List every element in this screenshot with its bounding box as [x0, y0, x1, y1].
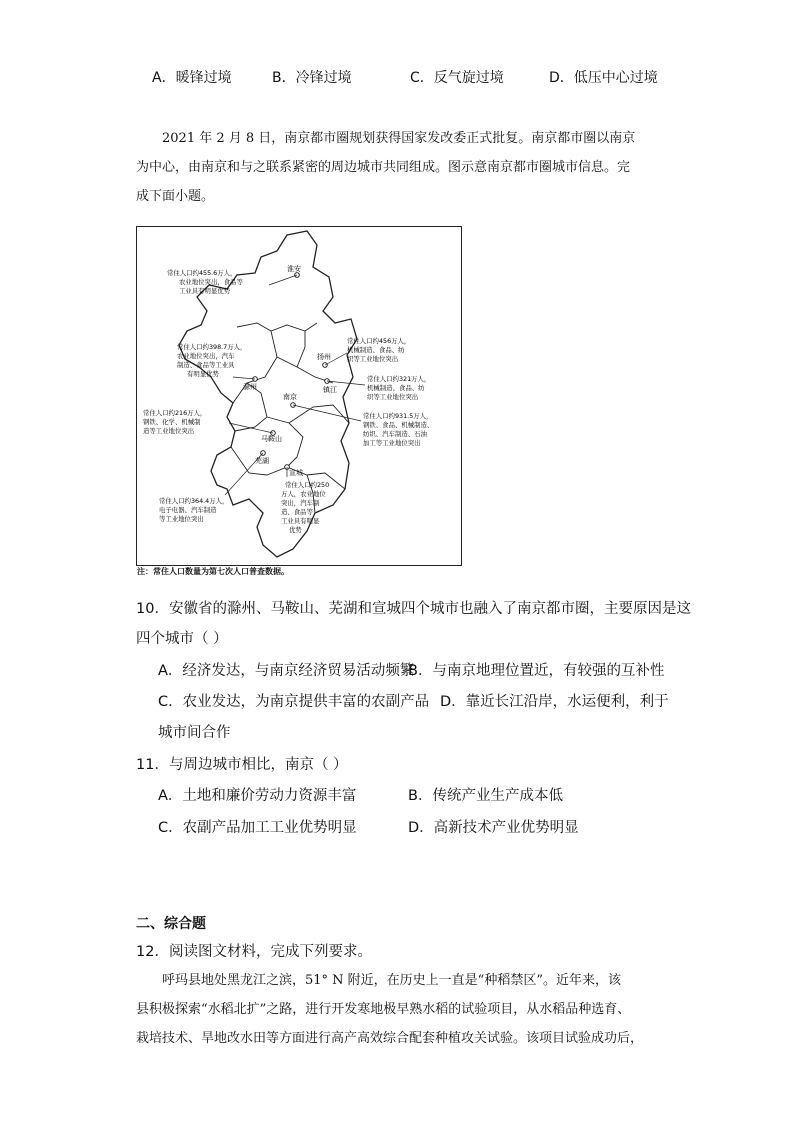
q12-material — [136, 966, 664, 1053]
intro-line-1: 2021 年 2 月 8 日，南京都市圈规划获得国家发改委正式批复。南京都市圈以南京 — [162, 131, 636, 146]
svg-text:工业具有明显: 工业具有明显 — [281, 517, 320, 525]
svg-text:机械制造、食品、纺: 机械制造、食品、纺 — [367, 384, 425, 392]
nanjing-metro-map — [136, 226, 462, 566]
q10-option-a[interactable]: A．经济发达，与南京经济贸易活动频繁 — [158, 663, 415, 679]
city-label-yangzhou: 扬州 — [317, 353, 331, 361]
svg-text:农业地位突出，汽车: 农业地位突出，汽车 — [177, 352, 235, 360]
q12-stem: 12．阅读图文材料，完成下列要求。 — [136, 944, 372, 960]
intro-line-3: 成下面小题。 — [136, 189, 215, 204]
info-zhenjiang — [367, 374, 430, 401]
q10-stem-line-2: 四个城市（ ） — [136, 631, 228, 647]
svg-text:工业具有明显优势: 工业具有明显优势 — [179, 287, 231, 295]
q11-stem: 11．与周边城市相比，南京（ ） — [136, 757, 348, 773]
city-label-zhenjiang: 镇江 — [323, 386, 337, 394]
svg-text:等工业地位突出: 等工业地位突出 — [159, 515, 204, 523]
q11-option-d[interactable]: D．高新技术产业优势明显 — [408, 820, 579, 836]
city-label-nanjing: 南京 — [283, 393, 297, 401]
info-nanjing — [363, 411, 433, 447]
svg-text:造等工业地位突出: 造等工业地位突出 — [143, 427, 195, 435]
svg-text:常住人口约321万人，: 常住人口约321万人， — [367, 375, 431, 383]
info-maanshan — [143, 408, 206, 435]
svg-text:常住人口约398.7万人，: 常住人口约398.7万人， — [177, 343, 247, 351]
svg-text:万人，农业地位: 万人，农业地位 — [281, 490, 326, 498]
svg-text:农业地位突出，食品等: 农业地位突出，食品等 — [179, 278, 243, 286]
svg-text:常住人口约455.6万人，: 常住人口约455.6万人， — [167, 269, 237, 277]
svg-text:常住人口约216万人，: 常住人口约216万人， — [143, 409, 207, 417]
q10-option-b[interactable]: B．与南京地理位置近，有较强的互补性 — [408, 663, 665, 679]
section-title: 二、综合题 — [136, 916, 206, 932]
intro-line-2: 为中心，由南京和与之联系紧密的周边城市共同组成。图示意南京都市圈城市信息。完 — [136, 160, 631, 175]
svg-text:优势: 优势 — [289, 526, 302, 534]
prev-option-c[interactable]: C．反气旋过境 — [410, 70, 504, 86]
svg-text:常住人口约250: 常住人口约250 — [285, 481, 330, 489]
q10-option-c[interactable]: C．农业发达，为南京提供丰富的农副产品 — [158, 694, 430, 710]
svg-text:钢铁、食品、机械制造、: 钢铁、食品、机械制造、 — [363, 421, 434, 429]
svg-text:织等工业地位突出: 织等工业地位突出 — [367, 393, 419, 401]
city-label-maanshan: 马鞍山 — [261, 435, 282, 443]
svg-text:钢铁、化学、机械制: 钢铁、化学、机械制 — [143, 418, 201, 426]
prev-option-a[interactable]: A．暖锋过境 — [152, 70, 232, 86]
city-label-huaian: 淮安 — [287, 265, 301, 273]
info-wuhu — [159, 496, 228, 523]
map-svg — [137, 227, 461, 565]
prev-option-b[interactable]: B．冷锋过境 — [272, 70, 352, 86]
svg-text:纺织、汽车制造、石油: 纺织、汽车制造、石油 — [363, 430, 427, 438]
svg-text:常住人口约364.4万人，: 常住人口约364.4万人， — [159, 497, 229, 505]
city-label-xuancheng: 宣城 — [289, 469, 303, 477]
intro-paragraph — [136, 124, 664, 211]
svg-text:造、食品等: 造、食品等 — [281, 508, 313, 516]
q12-line-1: 呼玛县地处黑龙江之滨，51° N 附近，在历史上一直是“种稻禁区”。近年来，该 — [162, 973, 621, 988]
city-label-chuzhou: 滁州 — [243, 383, 257, 391]
svg-text:织等工业地位突出: 织等工业地位突出 — [347, 355, 399, 363]
svg-text:突出，汽车制: 突出，汽车制 — [281, 499, 320, 507]
svg-text:常住人口约931.5万人，: 常住人口约931.5万人， — [363, 412, 433, 420]
q12-line-2: 县积极探索“水稻北扩”之路，进行开发寒地极早熟水稻的试验项目，从水稻品种选育、 — [136, 1002, 631, 1017]
q10-option-d-cont: 城市间合作 — [158, 725, 231, 741]
svg-text:加工等工业地位突出: 加工等工业地位突出 — [363, 439, 421, 447]
q10-stem-line-1: 10．安徽省的滁州、马鞍山、芜湖和宣城四个城市也融入了南京都市圈，主要原因是这 — [136, 601, 691, 617]
svg-text:常住人口约456万人，: 常住人口约456万人， — [347, 337, 411, 345]
svg-text:有明显优势: 有明显优势 — [187, 370, 219, 378]
q11-option-b[interactable]: B．传统产业生产成本低 — [408, 788, 563, 804]
map-note: 注：常住人口数量为第七次人口普查数据。 — [137, 567, 289, 576]
city-label-wuhu: 芜湖 — [255, 457, 269, 465]
q10-option-d[interactable]: D．靠近长江沿岸，水运便利，利于 — [440, 694, 669, 710]
prev-option-d[interactable]: D．低压中心过境 — [549, 70, 658, 86]
svg-text:制造、食品等工业具: 制造、食品等工业具 — [177, 361, 235, 369]
q11-option-a[interactable]: A．土地和廉价劳动力资源丰富 — [158, 788, 357, 804]
q11-option-c[interactable]: C．农副产品加工工业优势明显 — [158, 820, 357, 836]
svg-text:机械制造、食品、纺: 机械制造、食品、纺 — [347, 346, 405, 354]
svg-text:电子电器、汽车制造: 电子电器、汽车制造 — [159, 506, 217, 514]
info-yangzhou — [347, 336, 410, 363]
q12-line-3: 栽培技术、旱地改水田等方面进行高产高效综合配套种植攻关试验。该项目试验成功后， — [136, 1031, 644, 1046]
